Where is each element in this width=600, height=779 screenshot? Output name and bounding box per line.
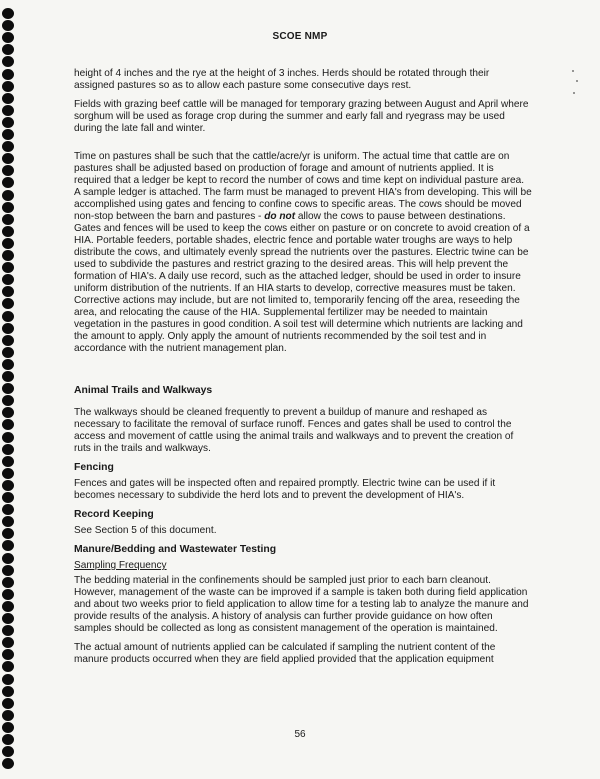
- binder-hole: [2, 105, 14, 116]
- page-content: [74, 68, 532, 673]
- binder-hole: [2, 553, 14, 564]
- binder-hole: [2, 202, 14, 213]
- binder-hole: [2, 56, 14, 67]
- pasture-emphasis: do not: [264, 211, 296, 222]
- binder-hole: [2, 117, 14, 128]
- binder-hole: [2, 395, 14, 406]
- binder-hole: [2, 468, 14, 479]
- binder-hole: [2, 492, 14, 503]
- binder-hole: [2, 8, 14, 19]
- binder-hole: [2, 456, 14, 467]
- pasture-text-part1: Time on pastures shall be such that the cattle/acre/yr is uniform. The actual time that cattle are on pastures shall be adjusted based on production of forage and amount of nutrients applied. It is required that a ledger be kept to record the number of cows and time kept on individual pasture area. A sample ledger is attached. The farm must be managed to prevent HIA's from developing. This will be accomplished using gates and fencing to confine cows to specific areas. The cows should be moved non-stop between the barn and pastures -: [74, 151, 532, 222]
- binder-hole: [2, 661, 14, 672]
- binder-hole: [2, 698, 14, 709]
- subheading-sampling-frequency: Sampling Frequency: [74, 560, 167, 571]
- paragraph-fencing: Fences and gates will be inspected often and repaired promptly. Electric twine can be used if it becomes necessary to subdivide the herd lots and to prevent the development of HIA's.: [74, 478, 496, 501]
- binder-hole: [2, 141, 14, 152]
- binder-hole: [2, 504, 14, 515]
- binder-holes: [2, 8, 16, 778]
- binder-hole: [2, 601, 14, 612]
- page-header: SCOE NMP: [272, 31, 328, 42]
- binder-hole: [2, 69, 14, 80]
- binder-hole: [2, 153, 14, 164]
- paragraph-animal-trails: The walkways should be cleaned frequently to prevent a buildup of manure and reshaped as necessary to facilitate the removal of surface runoff. Fences and gates shall be used to control the access and movement of cattle using the animal trails and walkways and to prevent the creation of ruts in the trails and walkways.: [74, 407, 514, 454]
- paragraph-grazing-heights: height of 4 inches and the rye at the height of 3 inches. Herds should be rotated through their assigned pastures so as to allow each pasture some consecutive days rest.: [74, 68, 490, 91]
- binder-hole: [2, 589, 14, 600]
- binder-hole: [2, 432, 14, 443]
- binder-hole: [2, 262, 14, 273]
- binder-hole: [2, 540, 14, 551]
- binder-hole: [2, 359, 14, 370]
- binder-hole: [2, 177, 14, 188]
- binder-hole: [2, 323, 14, 334]
- binder-hole: [2, 44, 14, 55]
- binder-hole: [2, 129, 14, 140]
- binder-hole: [2, 286, 14, 297]
- binder-hole: [2, 710, 14, 721]
- binder-hole: [2, 419, 14, 430]
- binder-hole: [2, 577, 14, 588]
- binder-hole: [2, 81, 14, 92]
- binder-hole: [2, 311, 14, 322]
- binder-hole: [2, 165, 14, 176]
- paragraph-sampling-1: The bedding material in the confinements should be sampled just prior to each barn cleanout. However, management of the waste can be improved if a sample is taken both during field application and about two weeks prior to field application to allow time for a testing lab to analyze the manure and provide results of the analysis. A history of analysis can further provide guidance on how often samples should be collected as long as consistent management of the operation is maintained.: [74, 575, 529, 634]
- heading-record-keeping: Record Keeping: [74, 509, 154, 520]
- pasture-text-part2: allow the cows to pause between destinations. Gates and fences will be used to keep the cows either on pasture or on concrete to avoid creation of a HIA. Portable feeders, portable shades, electric fence and portable water troughs are ways to help distribute the cows, and ultimately evenly spread the nutrients over the pastures. Electric twine can be used to subdivide the pastures and restrict grazing to the desired areas. This will help prevent the formation of HIA's. A daily use record, such as the attached ledger, should be used in order to insure uniform distribution of the nutrients. If an HIA starts to develop, corrective measures must be taken. Corrective actions may include, but are not limited to, temporarily fencing off the area, reseeding the area, and relocating the cause of the HIA. Supplemental fertilizer may be needed to maintain vegetation in the pastures in good condition. A soil test will determine which nutrients are lacking and the amount to apply. Only apply the amount of nutrients recommended by the soil test and in accordance with the nutrient management plan.: [74, 211, 530, 354]
- binder-hole: [2, 214, 14, 225]
- heading-animal-trails: Animal Trails and Walkways: [74, 385, 213, 396]
- binder-hole: [2, 226, 14, 237]
- binder-hole: [2, 407, 14, 418]
- binder-hole: [2, 93, 14, 104]
- binder-hole: [2, 335, 14, 346]
- scan-specks: [570, 70, 580, 100]
- heading-fencing: Fencing: [74, 462, 114, 473]
- binder-hole: [2, 274, 14, 285]
- binder-hole: [2, 371, 14, 382]
- paragraph-record-keeping: See Section 5 of this document.: [74, 525, 217, 536]
- binder-hole: [2, 444, 14, 455]
- binder-hole: [2, 746, 14, 757]
- binder-hole: [2, 758, 14, 769]
- binder-hole: [2, 528, 14, 539]
- paragraph-pasture-time: [74, 151, 532, 355]
- heading-manure-testing: Manure/Bedding and Wastewater Testing: [74, 544, 277, 555]
- paragraph-temporary-grazing: Fields with grazing beef cattle will be managed for temporary grazing between August and April where sorghum will be used as forage crop during the summer and early fall and ryegrass may be used during the late fall and winter.: [74, 99, 529, 134]
- binder-hole: [2, 250, 14, 261]
- binder-hole: [2, 20, 14, 31]
- binder-hole: [2, 686, 14, 697]
- binder-hole: [2, 649, 14, 660]
- binder-hole: [2, 238, 14, 249]
- binder-hole: [2, 625, 14, 636]
- binder-hole: [2, 347, 14, 358]
- paragraph-sampling-2: The actual amount of nutrients applied can be calculated if sampling the nutrient content of the manure products occurred when they are field applied provided that the application equipment: [74, 642, 496, 665]
- binder-hole: [2, 480, 14, 491]
- binder-hole: [2, 383, 14, 394]
- binder-hole: [2, 190, 14, 201]
- page-number: 56: [294, 729, 306, 740]
- binder-hole: [2, 516, 14, 527]
- binder-hole: [2, 298, 14, 309]
- binder-hole: [2, 637, 14, 648]
- binder-hole: [2, 674, 14, 685]
- binder-hole: [2, 613, 14, 624]
- binder-hole: [2, 565, 14, 576]
